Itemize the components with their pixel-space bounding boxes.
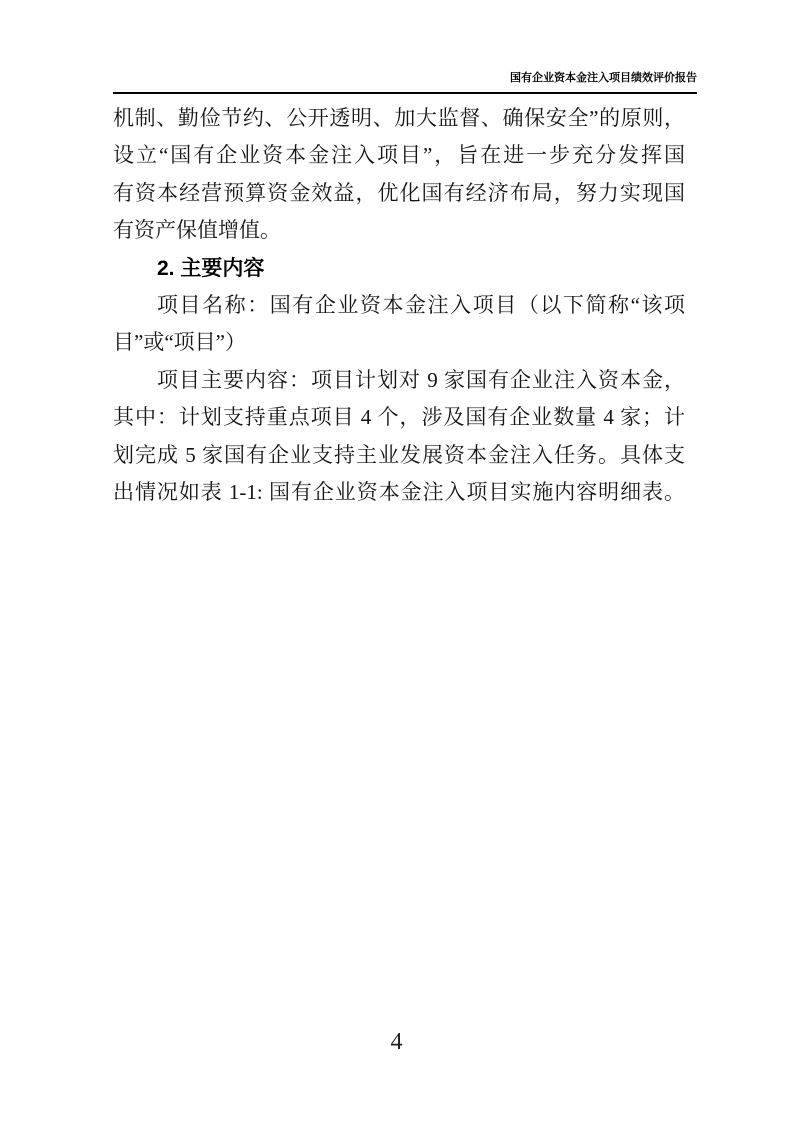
document-body: [113, 100, 685, 511]
body-text-line: 有资产保值增值。: [113, 218, 281, 243]
section-heading: 2. 主要内容: [157, 256, 265, 280]
body-text-line: 划完成 5 家国有企业支持主业发展资本金注入任务。具体支: [113, 442, 685, 467]
header-rule: [113, 92, 697, 94]
header-title: 国有企业资本金注入项目绩效评价报告: [510, 72, 697, 84]
page-footer: [0, 1030, 793, 1054]
body-text-line: 有资本经营预算资金效益，优化国有经济布局，努力实现国: [113, 180, 685, 205]
page-number: 4: [390, 1029, 403, 1055]
body-text-line: 项目名称：国有企业资本金注入项目（以下简称“该项: [157, 293, 685, 318]
body-text-line: 其中：计划支持重点项目 4 个，涉及国有企业数量 4 家；计: [113, 405, 685, 430]
body-text-line: 出情况如表 1-1: 国有企业资本金注入项目实施内容明细表。: [113, 480, 685, 505]
body-text-line: 项目主要内容：项目计划对 9 家国有企业注入资本金，: [157, 367, 685, 392]
body-text-line: 机制、勤俭节约、公开透明、加大监督、确保安全”的原则，: [113, 106, 685, 130]
page-header: [113, 71, 697, 94]
body-text-line: 目”或“项目”）: [113, 330, 246, 355]
body-text-line: 设立“国有企业资本金注入项目”，旨在进一步充分发挥国: [113, 143, 685, 168]
